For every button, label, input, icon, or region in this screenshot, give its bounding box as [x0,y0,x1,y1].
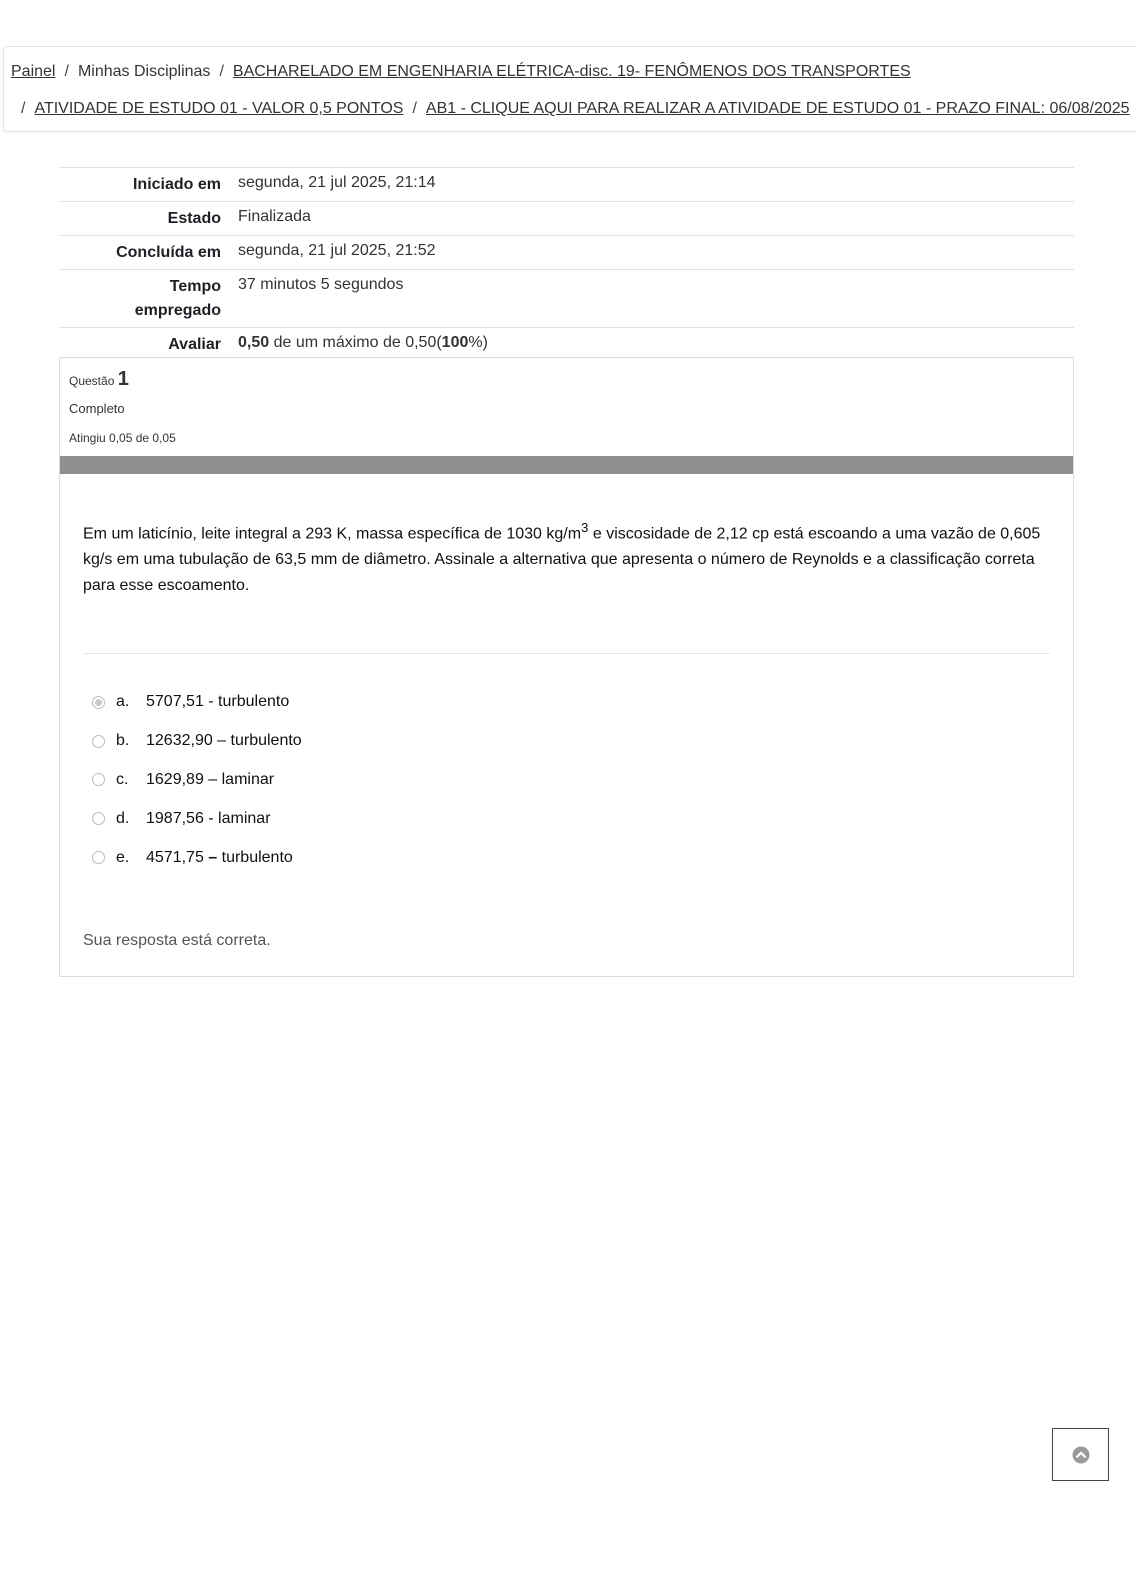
summary-row-started [59,168,1074,202]
answer-option-a[interactable] [92,683,302,722]
started-value: segunda, 21 jul 2025, 21:14 [238,174,436,191]
time-value: 37 minutos 5 segundos [238,276,404,293]
chevron-up-circle-icon [1072,1446,1090,1464]
answer-option-e[interactable] [92,838,302,877]
radio-icon[interactable] [92,812,105,825]
question-card [59,357,1074,977]
breadcrumb-activity-link[interactable]: ATIVIDADE DE ESTUDO 01 - VALOR 0,5 PONTOS [34,100,404,117]
grade-score: 0,50 [238,334,270,351]
answer-text: 5707,51 - turbulento [146,693,290,711]
answer-feedback: Sua resposta está correta. [83,932,271,949]
time-label [59,270,230,328]
grade-max-text: de um máximo de 0,50( [269,334,442,351]
breadcrumb-painel-link[interactable]: Painel [11,63,56,80]
answer-list [92,683,302,877]
breadcrumb-minhas-disciplinas: Minhas Disciplinas [77,63,211,80]
question-grade-bar [60,456,1073,474]
answer-letter: a. [116,693,130,711]
breadcrumb [3,46,1136,132]
answer-letter: d. [116,809,130,827]
answer-letter: b. [116,732,130,750]
answer-text [146,849,293,867]
time-label-line2: empregado [134,302,221,319]
grade-label: Avaliar [168,336,221,353]
breadcrumb-separator: / [219,63,224,80]
breadcrumb-separator: / [21,100,26,117]
answer-text-rest: turbulento [217,848,293,866]
breadcrumb-separator: / [64,63,69,80]
question-grade: Atingiu 0,05 de 0,05 [69,431,176,445]
time-label-line1: Tempo [169,278,221,295]
started-label: Iniciado em [132,176,221,193]
grade-percent: 100 [441,334,469,351]
question-text [83,515,1048,599]
answer-option-b[interactable] [92,722,302,761]
answer-letter: c. [116,770,129,788]
radio-selected-icon[interactable] [92,696,105,709]
question-divider [83,653,1050,654]
back-to-top-button[interactable] [1052,1428,1109,1481]
question-text-part2: e viscosidade de 2,12 cp está escoando a uma vazão de 0,605 kg/s em uma tubulação de 63,5 mm de diâmetro. Assinale a alternativa que apresenta o número de Reynolds e a classificação correta para esse escoamento. [83,525,1041,595]
question-state: Completo [69,401,125,416]
answer-option-d[interactable] [92,799,302,838]
state-value: Finalizada [238,208,311,225]
breadcrumb-course-link[interactable]: BACHARELADO EM ENGENHARIA ELÉTRICA-disc. 19- FENÔMENOS DOS TRANSPORTES [232,63,911,80]
answer-text: 12632,90 – turbulento [146,732,302,750]
attempt-summary-table [59,167,1074,361]
question-text-part1: Em um laticínio, leite integral a 293 K, massa específica de 1030 kg/m [83,525,582,543]
radio-icon[interactable] [92,851,105,864]
grade-value [230,328,1074,362]
completed-value: segunda, 21 jul 2025, 21:52 [238,242,436,259]
question-number [69,368,129,391]
answer-option-c[interactable] [92,761,302,800]
answer-text: 1629,89 – laminar [146,770,275,788]
state-label: Estado [167,210,221,227]
answer-letter: e. [116,848,130,866]
summary-row-state [59,202,1074,236]
breadcrumb-quiz-link[interactable]: AB1 - CLIQUE AQUI PARA REALIZAR A ATIVIDADE DE ESTUDO 01 - PRAZO FINAL: 06/08/2025 [425,100,1130,117]
answer-text: 1987,56 - laminar [146,809,271,827]
completed-label: Concluída em [116,244,221,261]
radio-icon[interactable] [92,773,105,786]
summary-row-completed [59,236,1074,270]
answer-text-number: 4571,75 [146,848,209,866]
question-number-value: 1 [117,368,129,390]
summary-row-time [59,270,1074,328]
question-label: Questão [69,374,115,388]
breadcrumb-separator: / [412,100,417,117]
radio-icon[interactable] [92,735,105,748]
summary-row-grade [59,328,1074,362]
grade-percent-end: %) [468,334,488,351]
answer-text-dash: – [208,848,218,866]
question-text-superscript: 3 [581,520,589,535]
